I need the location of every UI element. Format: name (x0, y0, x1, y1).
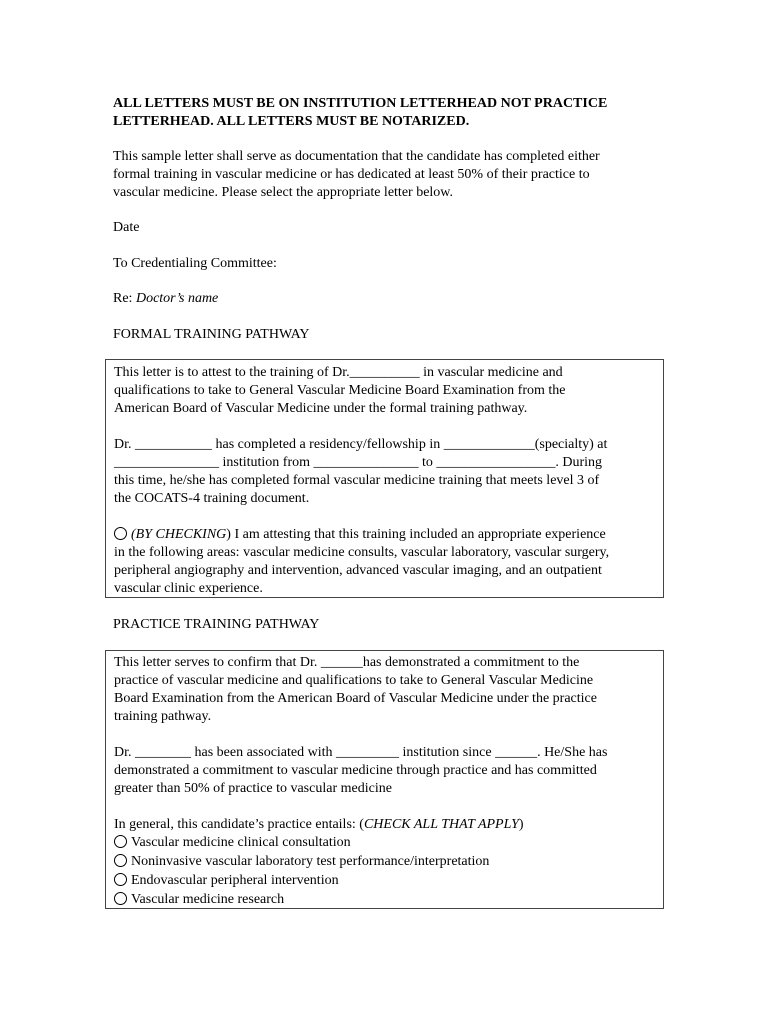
option-radio[interactable] (114, 854, 127, 867)
option-radio[interactable] (114, 892, 127, 905)
practice-option-endovascular[interactable] (114, 872, 339, 890)
formal-p2-line: this time, he/she has completed formal vascular medicine training that meets level 3 of (114, 473, 600, 488)
attest-radio[interactable] (114, 527, 127, 540)
practice-entails-line (114, 816, 524, 834)
formal-attest-line (114, 526, 606, 544)
date-label: Date (113, 220, 140, 235)
re-line (113, 290, 218, 308)
intro-line-1: This sample letter shall serve as documentation that the candidate has completed either (113, 149, 600, 164)
notice-heading (113, 95, 673, 131)
practice-p1-line: practice of vascular medicine and qualifications to take to General Vascular Medicine (114, 673, 594, 688)
option-label: Vascular medicine research (131, 892, 285, 907)
practice-p1-line: training pathway. (114, 709, 212, 724)
formal-pathway-box (105, 359, 664, 598)
attest-rest: ) I am attesting that this training included an appropriate experience (226, 527, 606, 542)
practice-pathway-title: PRACTICE TRAINING PATHWAY (113, 617, 320, 632)
practice-p2-line: Dr. ________ has been associated with _________ institution since ______. He/She has (114, 745, 608, 760)
formal-p3-line: vascular clinic experience. (114, 581, 263, 596)
attest-italic: (BY CHECKING (131, 527, 227, 542)
entails-italic: CHECK ALL THAT APPLY (363, 817, 519, 832)
practice-option-clinical-consultation[interactable] (114, 834, 351, 852)
option-radio[interactable] (114, 873, 127, 886)
formal-p2-line: Dr. ___________ has completed a residency/fellowship in _____________(specialty) at (114, 437, 608, 452)
practice-p1-line: Board Examination from the American Board of Vascular Medicine under the practice (114, 691, 597, 706)
formal-p3-line: peripheral angiography and intervention, advanced vascular imaging, and an outpatient (114, 563, 602, 578)
practice-p2-line: demonstrated a commitment to vascular medicine through practice and has committed (114, 763, 597, 778)
formal-p2-line: the COCATS-4 training document. (114, 491, 310, 506)
option-radio[interactable] (114, 835, 127, 848)
option-label: Vascular medicine clinical consultation (131, 835, 351, 850)
notice-heading-line-2: LETTERHEAD. ALL LETTERS MUST BE NOTARIZED. (113, 114, 470, 129)
re-label: Re: (113, 291, 136, 306)
entails-prefix: In general, this candidate’s practice entails: ( (114, 817, 364, 832)
option-label: Noninvasive vascular laboratory test performance/interpretation (131, 854, 490, 869)
intro-line-3: vascular medicine. Please select the appropriate letter below. (113, 185, 453, 200)
practice-p1-line: This letter serves to confirm that Dr. ______has demonstrated a commitment to the (114, 655, 580, 670)
practice-pathway-box (105, 650, 664, 909)
intro-line-2: formal training in vascular medicine or has dedicated at least 50% of their practice to (113, 167, 590, 182)
practice-option-noninvasive-lab[interactable] (114, 853, 489, 871)
practice-p2-line: greater than 50% of practice to vascular medicine (114, 781, 392, 796)
formal-p1-line: This letter is to attest to the training of Dr.__________ in vascular medicine and (114, 365, 563, 380)
entails-suffix: ) (518, 817, 524, 832)
re-doctor-name: Doctor’s name (135, 291, 219, 306)
practice-option-research[interactable] (114, 891, 284, 909)
to-line: To Credentialing Committee: (113, 256, 277, 271)
formal-p2-line: _______________ institution from _______________ to _________________. During (114, 455, 603, 470)
formal-pathway-title: FORMAL TRAINING PATHWAY (113, 327, 310, 342)
formal-p1-line: American Board of Vascular Medicine under the formal training pathway. (114, 401, 528, 416)
formal-p1-line: qualifications to take to General Vascular Medicine Board Examination from the (114, 383, 566, 398)
notice-heading-line-1: ALL LETTERS MUST BE ON INSTITUTION LETTERHEAD NOT PRACTICE (113, 96, 608, 111)
formal-p3-line: in the following areas: vascular medicine consults, vascular laboratory, vascular surgery, (114, 545, 610, 560)
option-label: Endovascular peripheral intervention (131, 873, 339, 888)
